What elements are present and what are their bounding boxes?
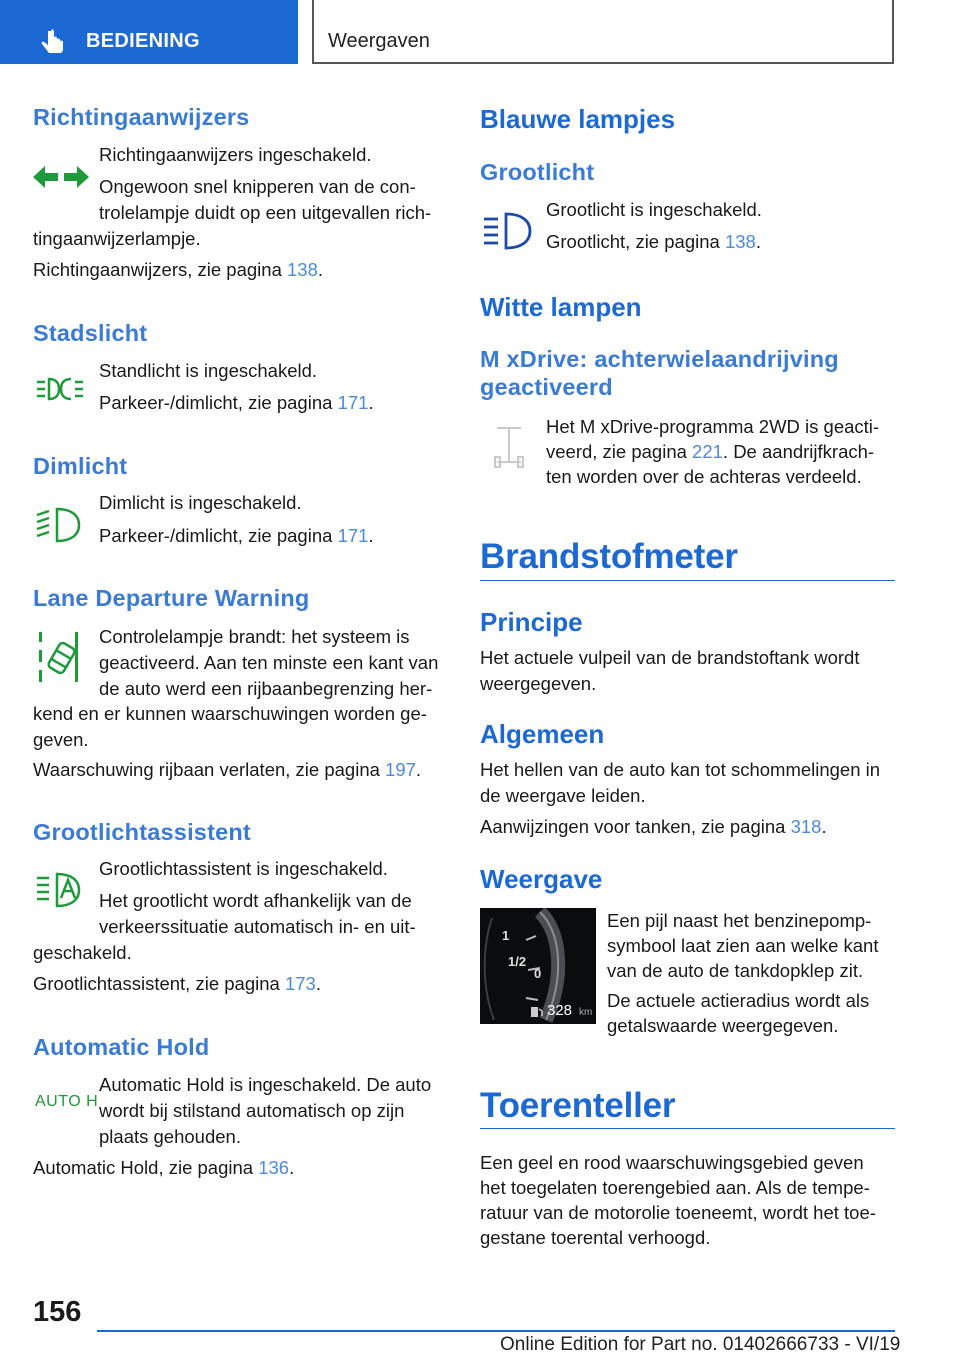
- high-beam-status: Grootlicht is ingeschakeld.: [546, 199, 762, 220]
- automatic-hold-line1: Automatic Hold is ingeschakeld. De auto: [99, 1074, 432, 1095]
- xdrive-2wd-icon: [493, 424, 525, 468]
- high-beam-assistant-line3: geschakeld.: [33, 942, 132, 963]
- automatic-hold-line3: plaats gehouden.: [99, 1126, 241, 1147]
- reference-text: Waarschuwing rijbaan verlaten, zie pagina: [33, 759, 386, 780]
- chapter-label: Weergaven: [328, 30, 430, 52]
- display-line3: van de auto de tankdopklep zit.: [607, 960, 864, 981]
- automatic-hold-line2: wordt bij stilstand automatisch op zijn: [99, 1100, 405, 1121]
- reference-text-tail: . De aandrijfkrach-: [722, 441, 875, 462]
- tachometer-line4: gestane toerental verhoogd.: [480, 1227, 711, 1248]
- reference-text: Parkeer-/dimlicht, zie pagina: [99, 525, 338, 546]
- reference-text: veerd, zie pagina: [546, 441, 693, 462]
- lane-departure-line5: geven.: [33, 729, 89, 750]
- gauge-empty-label: 0: [534, 966, 542, 981]
- general-reference: Aanwijzingen voor tanken, zie pagina 318.: [480, 816, 827, 837]
- lane-departure-heading: Lane Departure Warning: [33, 585, 310, 611]
- reference-text: Grootlicht, zie pagina: [546, 231, 725, 252]
- page-link[interactable]: 221: [692, 441, 723, 462]
- page-link[interactable]: 171: [337, 525, 369, 546]
- parking-light-status: Standlicht is ingeschakeld.: [99, 360, 318, 381]
- reference-text: Grootlichtassistent, zie pagina: [33, 973, 285, 994]
- high-beam-assistant-status: Grootlichtassistent is ingeschakeld.: [99, 858, 388, 879]
- fuel-pump-icon: [530, 1004, 544, 1018]
- page-link[interactable]: 138: [287, 259, 318, 280]
- general-heading: Algemeen: [480, 719, 605, 749]
- range-value: 328: [547, 1002, 573, 1019]
- high-beam-assistant-reference: Grootlichtassistent, zie pagina 173.: [33, 973, 321, 994]
- parking-light-icon: [35, 376, 85, 402]
- turn-signals-status: Richtingaanwijzers ingeschakeld.: [99, 144, 372, 165]
- edition-footer: Online Edition for Part no. 01402666733 - VI/19: [500, 1334, 901, 1355]
- xdrive-heading-line1: M xDrive: achterwielaandrijving: [480, 346, 839, 372]
- lane-departure-line3: de auto werd een rijbaanbegrenzing her-: [99, 678, 433, 699]
- principle-heading: Principe: [480, 607, 583, 637]
- page-link[interactable]: 138: [724, 231, 756, 252]
- display-line2: symbool laat zien aan welke kant: [607, 935, 879, 956]
- high-beam-assistant-line1: Het grootlicht wordt afhankelijk van de: [99, 890, 412, 911]
- tachometer-line2: het toegelaten toerengebied aan. Als de tempe-: [480, 1177, 870, 1198]
- section-tab[interactable]: [0, 0, 298, 64]
- parking-light-heading: Stadslicht: [33, 320, 148, 346]
- lane-departure-reference: Waarschuwing rijbaan verlaten, zie pagina 197.: [33, 759, 422, 780]
- xdrive-line3: ten worden over de achteras verdeeld.: [546, 466, 862, 487]
- tachometer-line3: ratuur van de motorolie toeneemt, wordt het toe-: [480, 1202, 876, 1223]
- high-beam-assistant-heading: Grootlichtassistent: [33, 819, 251, 845]
- high-beam-icon: [482, 210, 534, 252]
- title-rule: [480, 1128, 895, 1129]
- reference-text: Aanwijzingen voor tanken, zie pagina: [480, 816, 791, 837]
- auto-hold-icon: AUTO H: [35, 1093, 99, 1110]
- parking-light-reference: Parkeer-/dimlicht, zie pagina 171.: [99, 392, 374, 413]
- tachometer-line1: Een geel en rood waarschuwingsgebied geven: [480, 1152, 864, 1173]
- display-line4: De actuele actieradius wordt als: [607, 990, 870, 1011]
- page-link[interactable]: 173: [284, 973, 316, 994]
- high-beam-reference: Grootlicht, zie pagina 138.: [546, 231, 761, 252]
- page-link[interactable]: 197: [385, 759, 416, 780]
- display-line1: Een pijl naast het benzinepomp-: [607, 910, 872, 931]
- turn-signals-note-line3: tingaanwijzerlampje.: [33, 228, 201, 249]
- low-beam-icon: [35, 505, 85, 545]
- lane-departure-line2: geactiveerd. Aan ten minste een kant van: [99, 652, 439, 673]
- high-beam-assistant-line2: verkeerssituatie automatisch in- en uit-: [99, 916, 416, 937]
- high-beam-heading: Grootlicht: [480, 159, 595, 185]
- low-beam-heading: Dimlicht: [33, 453, 128, 479]
- hand-pointer-icon: [38, 27, 68, 57]
- blue-lamps-heading: Blauwe lampjes: [480, 104, 676, 134]
- chapter-header: [312, 0, 894, 64]
- fuel-gauge-title: Brandstofmeter: [480, 537, 738, 576]
- xdrive-line2: [546, 439, 874, 465]
- general-line1: Het hellen van de auto kan tot schommelingen in: [480, 759, 881, 780]
- display-line5: getalswaarde weergegeven.: [607, 1015, 839, 1036]
- lane-departure-line4: kend en er kunnen waarschuwingen worden ge-: [33, 703, 427, 724]
- principle-line1: Het actuele vulpeil van de brandstoftank wordt: [480, 647, 860, 668]
- xdrive-line1: Het M xDrive-programma 2WD is geacti-: [546, 416, 880, 437]
- lane-departure-icon: [37, 630, 83, 684]
- automatic-hold-reference: Automatic Hold, zie pagina 136.: [33, 1157, 295, 1178]
- reference-text: Richtingaanwijzers, zie pagina: [33, 259, 287, 280]
- turn-signal-arrows-icon: [33, 164, 89, 190]
- title-rule: [480, 580, 895, 581]
- reference-text: Parkeer-/dimlicht, zie pagina: [99, 392, 338, 413]
- fuel-gauge-display-image: [480, 908, 596, 1024]
- display-heading: Weergave: [480, 864, 603, 894]
- turn-signals-heading: Richtingaanwijzers: [33, 104, 250, 130]
- low-beam-reference: Parkeer-/dimlicht, zie pagina 171.: [99, 525, 374, 546]
- high-beam-assistant-icon: [35, 870, 85, 910]
- page-link[interactable]: 171: [337, 392, 369, 413]
- turn-signals-reference: Richtingaanwijzers, zie pagina 138.: [33, 259, 324, 280]
- turn-signals-note-line2: trolelampje duidt op een uitgevallen rich-: [99, 202, 432, 223]
- automatic-hold-heading: Automatic Hold: [33, 1034, 210, 1060]
- footer-rule: [97, 1330, 895, 1332]
- turn-signals-note-line1: Ongewoon snel knipperen van de con-: [99, 176, 416, 197]
- reference-text: Automatic Hold, zie pagina: [33, 1157, 259, 1178]
- principle-line2: weergegeven.: [480, 673, 597, 694]
- gauge-full-label: 1: [502, 928, 510, 943]
- lane-departure-line1: Controlelampje brandt: het systeem is: [99, 626, 410, 647]
- tachometer-title: Toerenteller: [480, 1086, 676, 1125]
- page-number: 156: [33, 1296, 82, 1328]
- white-lamps-heading: Witte lampen: [480, 292, 642, 322]
- xdrive-heading-line2: geactiveerd: [480, 374, 613, 400]
- section-label: BEDIENING: [86, 30, 200, 52]
- page-link[interactable]: 318: [790, 816, 822, 837]
- range-unit: km: [579, 1007, 593, 1018]
- general-line2: de weergave leiden.: [480, 785, 646, 806]
- gauge-half-label: 1/2: [508, 954, 527, 969]
- low-beam-status: Dimlicht is ingeschakeld.: [99, 492, 302, 513]
- page-link[interactable]: 136: [258, 1157, 290, 1178]
